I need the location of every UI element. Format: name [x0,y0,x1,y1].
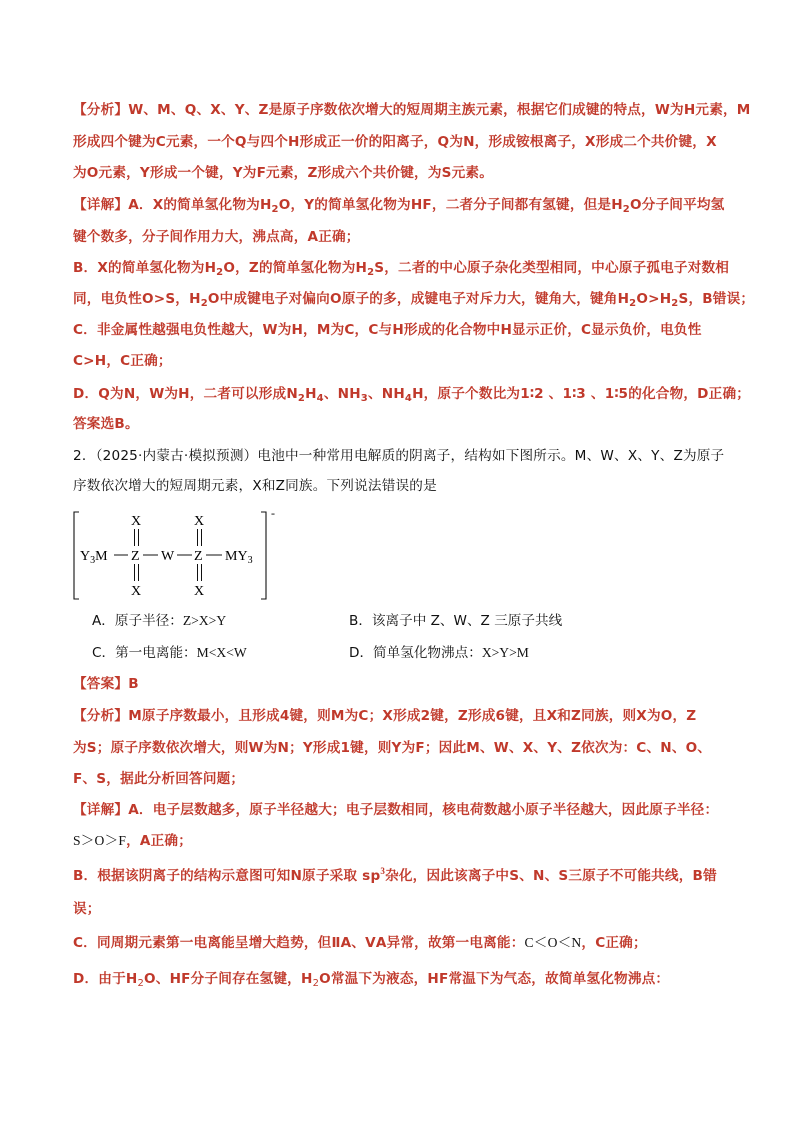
q2-detail-a-line-2: S＞O＞F，A正确； [73,833,193,849]
q1-analysis-line-3: 为O元素，Y形成一个键，Y为F元素，Z形成六个共价键，为S元素。 [73,165,494,181]
charge-sign: - [271,506,275,520]
answer-tag: 【答案】 [73,676,129,692]
q2-analysis-line-2: 为S；原子序数依次增大，则W为N；Y形成1键，则Y为F；因此M、W、X、Y、Z依次为：C、N、O、 [73,740,712,756]
detail-tag: 【详解】 [73,197,129,213]
option-a: A．原子半径：Z>X>Y [92,613,227,629]
analysis-tag: 【分析】 [73,102,129,118]
q2-answer: 【答案】B [73,676,139,692]
q1-detail-b-line-1: B．X的简单氢化物为$H_2O$，Z的简单氢化物为$H_2S$，二者的中心原子杂化类型相同，中心原子孤电子对数相 [73,260,730,278]
q1-detail-a-line-1: 【详解】A．X的简单氢化物为$H_2O$，Y的简单氢化物为HF，二者分子间都有氢键，但是$H_2O$分子间平均氢 [73,197,725,215]
q1-analysis-line-2: 形成四个键为C元素，一个Q与四个H形成正一价的阳离子，Q为N，形成铵根离子，X形成二个共价键，X [73,134,717,150]
option-d: D．简单氢化物沸点：X>Y>M [349,645,529,661]
group-y3m: $Y_3M$ [80,549,108,566]
q1-analysis-line-1: 【分析】W、M、Q、X、Y、Z是原子序数依次增大的短周期主族元素，根据它们成键的特点，W为H元素，M [73,102,751,118]
q2-detail-a-line-1: 【详解】A．电子层数越多，原子半径越大；电子层数相同，核电荷数越小原子半径越大，因此原子半径： [73,802,719,818]
right-bracket [261,512,266,599]
q2-detail-b-line-1: B．根据该阴离子的结构示意图可知N原子采取 $sp^3$杂化，因此该离子中S、N、S三原子不可能共线，B错 [73,866,717,884]
q2-stem-line-1: 2．（2025·内蒙古·模拟预测）电池中一种常用电解质的阴离子，结构如下图所示。M、W、X、Y、Z为原子 [73,448,725,464]
q1-detail-c-line-2: C>H，C正确； [73,353,172,369]
left-bracket [74,512,79,599]
anion-structure-diagram [70,505,290,605]
q1-detail-a-line-2: 键个数多，分子间作用力大，沸点高，A正确； [73,229,360,245]
atom-z-right: Z [194,549,203,564]
atom-w-center: W [161,549,175,564]
q1-detail-c-line-1: C．非金属性越强电负性越大，W为H，M为C，C与H形成的化合物中H显示正价，C显示负价，电负性 [73,322,702,338]
option-c: C．第一电离能：M<X<W [92,645,247,661]
q2-analysis-line-1: 【分析】M原子序数最小，且形成4键，则M为C；X形成2键，Z形成6键，且X和Z同族，则X为O，Z [73,708,697,724]
q2-detail-b-line-2: 误； [73,901,101,917]
q2-detail-d-line-1: D．由于$H_2O$、HF分子间存在氢键，$H_2O$常温下为液态，HF常温下为气态，故简单氢化物沸点： [73,971,670,989]
q1-conclusion: 答案选B。 [73,416,139,432]
q1-detail-d-line-1: D．Q为N，W为H，二者可以形成$N_2H_4$、$NH_3$、$NH_4H$，原子个数比为1∶2 、1∶3 、1∶5的化合物，D正确； [73,386,751,404]
q2-stem-line-2: 序数依次增大的短周期元素，X和Z同族。下列说法错误的是 [73,478,437,494]
atom-x-top-left: X [131,514,142,529]
q2-detail-c-line-1: C．同周期元素第一电离能呈增大趋势，但ⅡA、ⅤA异常，故第一电离能：C＜O＜N，C正确； [73,935,647,951]
atom-x-bottom-left: X [131,584,142,599]
q1-detail-b-line-2: 同，电负性O>S，$H_2O$中成键电子对偏向O原子的多，成键电子对斥力大，键角大，键角$H_2O>H_2S$，B错误； [73,291,755,309]
group-my3: $MY_3$ [225,549,253,566]
q2-analysis-line-3: F、S，据此分析回答问题； [73,771,245,787]
option-b: B．该离子中 Z、W、Z 三原子共线 [349,613,563,629]
atom-x-top-right: X [194,514,205,529]
atom-x-bottom-right: X [194,584,205,599]
atom-z-left: Z [131,549,140,564]
